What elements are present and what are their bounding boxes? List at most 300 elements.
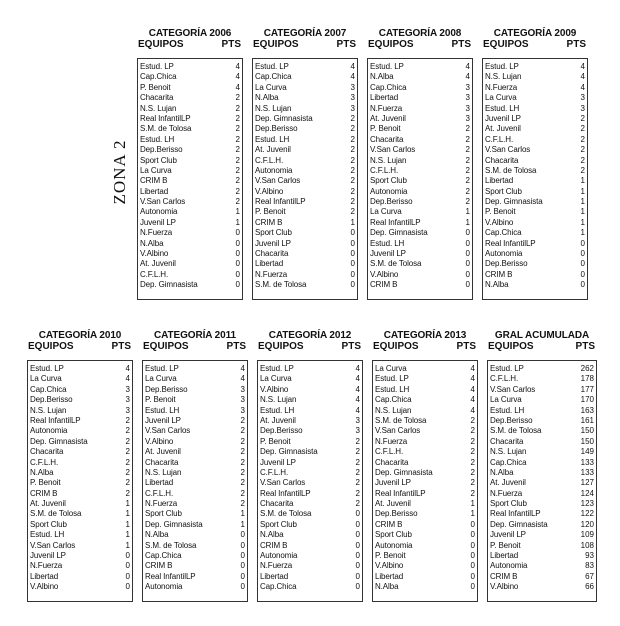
team-name: Estud. LH: [255, 134, 290, 144]
team-points: 2: [355, 478, 360, 488]
team-name: C.F.L.H.: [30, 457, 59, 467]
team-name: V.San Carlos: [255, 176, 301, 186]
table-row: [483, 135, 587, 145]
table-row: [143, 416, 247, 426]
table-header: [252, 39, 358, 50]
team-points: 0: [465, 238, 470, 248]
team-points: 1: [580, 217, 585, 227]
table-row: [483, 62, 587, 72]
table-row: [488, 572, 596, 582]
table-title: CATEGORÍA 2007: [263, 28, 347, 39]
table-row: [483, 187, 587, 197]
team-name: Estud. LP: [485, 62, 519, 71]
table-row: [28, 541, 132, 551]
table-row: [373, 364, 477, 374]
team-points: 2: [470, 488, 475, 498]
table-title: CATEGORÍA 2010: [38, 330, 122, 341]
header-equipos: EQUIPOS: [143, 341, 189, 352]
team-points: 83: [585, 561, 594, 571]
team-points: 2: [350, 124, 355, 134]
team-name: V.San Carlos: [140, 197, 186, 207]
team-name: N.Alba: [140, 238, 164, 248]
table-categoria-2006: [137, 28, 243, 290]
team-name: At. Juvenil: [255, 145, 291, 155]
team-name: La Curva: [490, 395, 522, 405]
table-row: [368, 207, 472, 217]
header-pts: PTS: [221, 39, 241, 50]
table-row: [143, 489, 247, 499]
team-name: La Curva: [140, 165, 172, 175]
table-row: [258, 530, 362, 540]
team-points: 4: [470, 364, 475, 373]
team-points: 4: [355, 384, 360, 394]
table-row: [373, 385, 477, 395]
zona-text: ZONA 2: [110, 139, 129, 205]
table-row: [488, 374, 596, 384]
team-name: Chacarita: [140, 93, 174, 103]
zona-label: [108, 132, 132, 212]
team-points: 3: [350, 93, 355, 103]
team-points: 0: [240, 582, 245, 592]
team-points: 2: [350, 165, 355, 175]
team-name: Estud. LP: [375, 374, 409, 384]
table-row: [28, 561, 132, 571]
table-row: [253, 104, 357, 114]
team-name: La Curva: [260, 374, 292, 384]
table-row: [258, 458, 362, 468]
table-row: [258, 572, 362, 582]
team-points: 0: [470, 571, 475, 581]
table-row: [373, 416, 477, 426]
team-points: 150: [580, 436, 594, 446]
table-categoria-2010: [27, 330, 133, 592]
team-name: V.Albino: [30, 582, 59, 592]
team-points: 4: [235, 62, 240, 71]
team-points: 2: [355, 447, 360, 457]
header-equipos: EQUIPOS: [28, 341, 74, 352]
table-row: [253, 114, 357, 124]
header-pts: PTS: [566, 39, 586, 50]
table-row: [28, 374, 132, 384]
table-row: [373, 541, 477, 551]
table-gral-acumulada: [487, 330, 597, 592]
table-row: [368, 156, 472, 166]
table-row: [368, 93, 472, 103]
team-name: Real InfantilLP: [255, 197, 306, 207]
table-row: [28, 395, 132, 405]
table-row: [483, 83, 587, 93]
table-title: CATEGORÍA 2008: [378, 28, 462, 39]
team-name: Cap.Chica: [140, 72, 177, 82]
team-points: 2: [350, 186, 355, 196]
table-header: [27, 341, 133, 352]
team-points: 1: [580, 228, 585, 238]
team-points: 2: [235, 103, 240, 113]
team-points: 2: [465, 197, 470, 207]
table-row: [258, 489, 362, 499]
table-title: CATEGORÍA 2013: [383, 330, 467, 341]
team-points: 0: [355, 540, 360, 550]
table-row: [28, 530, 132, 540]
team-name: N.S. Lujan: [260, 395, 297, 405]
team-name: At. Juvenil: [375, 499, 411, 509]
team-name: N.S. Lujan: [485, 72, 522, 82]
team-points: 2: [465, 165, 470, 175]
team-points: 4: [580, 72, 585, 82]
team-points: 0: [350, 269, 355, 279]
team-name: Estud. LP: [370, 62, 404, 71]
table-row: [483, 259, 587, 269]
team-points: 2: [350, 134, 355, 144]
team-points: 2: [465, 186, 470, 196]
table-row: [488, 426, 596, 436]
team-points: 1: [465, 207, 470, 217]
table-row: [28, 478, 132, 488]
team-name: N.S. Lujan: [375, 405, 412, 415]
table-row: [138, 93, 242, 103]
team-name: Autonomia: [485, 249, 523, 259]
team-points: 3: [350, 103, 355, 113]
table-row: [258, 385, 362, 395]
team-name: Autonomia: [260, 551, 298, 561]
team-name: CRIM B: [375, 519, 403, 529]
team-name: V.Albino: [485, 217, 514, 227]
team-name: Juvenil LP: [370, 249, 406, 259]
team-points: 0: [355, 551, 360, 561]
table-row: [138, 166, 242, 176]
team-name: N.Fuerza: [145, 499, 178, 509]
team-name: Libertad: [490, 551, 519, 561]
table-row: [373, 551, 477, 561]
header-pts: PTS: [341, 341, 361, 352]
standings-box: [252, 58, 358, 300]
team-name: Dep. Gimnasista: [30, 436, 88, 446]
team-points: 3: [465, 93, 470, 103]
team-points: 163: [580, 405, 594, 415]
team-points: 0: [465, 259, 470, 269]
team-points: 1: [125, 540, 130, 550]
table-title: CATEGORÍA 2012: [268, 330, 352, 341]
team-name: Dep.Berisso: [485, 259, 528, 269]
table-row: [488, 520, 596, 530]
team-name: Estud. LP: [140, 62, 174, 71]
table-row: [253, 176, 357, 186]
table-row: [373, 468, 477, 478]
team-points: 0: [355, 509, 360, 519]
team-name: Estud. LH: [140, 134, 175, 144]
table-row: [138, 197, 242, 207]
team-points: 3: [240, 405, 245, 415]
table-row: [488, 489, 596, 499]
team-name: Libertad: [370, 93, 399, 103]
team-name: N.Alba: [485, 280, 509, 290]
team-name: N.Fuerza: [370, 103, 403, 113]
team-name: At. Juvenil: [140, 259, 176, 269]
team-points: 0: [470, 540, 475, 550]
table-row: [143, 499, 247, 509]
team-name: P. Benoit: [490, 540, 521, 550]
team-points: 3: [125, 395, 130, 405]
table-row: [143, 551, 247, 561]
table-row: [483, 156, 587, 166]
table-row: [368, 72, 472, 82]
team-name: Sport Club: [485, 186, 522, 196]
team-name: Dep.Berisso: [30, 395, 73, 405]
table-row: [28, 437, 132, 447]
team-name: Juvenil LP: [140, 217, 176, 227]
team-name: Autonomia: [30, 426, 68, 436]
team-points: 0: [355, 582, 360, 592]
table-row: [488, 437, 596, 447]
team-points: 2: [350, 207, 355, 217]
team-points: 3: [355, 426, 360, 436]
table-row: [488, 395, 596, 405]
table-row: [253, 187, 357, 197]
team-points: 4: [355, 364, 360, 373]
team-points: 0: [470, 561, 475, 571]
table-row: [28, 406, 132, 416]
team-name: N.Alba: [145, 530, 169, 540]
team-name: Cap.Chica: [485, 228, 522, 238]
team-name: V.San Carlos: [260, 478, 306, 488]
table-row: [138, 62, 242, 72]
table-row: [143, 395, 247, 405]
team-name: Dep.Berisso: [260, 426, 303, 436]
table-row: [258, 561, 362, 571]
team-name: Dep. Gimnasista: [260, 447, 318, 457]
team-name: CRIM B: [260, 540, 288, 550]
table-row: [28, 499, 132, 509]
table-row: [253, 135, 357, 145]
team-points: 3: [125, 384, 130, 394]
table-row: [368, 104, 472, 114]
table-row: [258, 374, 362, 384]
team-points: 0: [125, 551, 130, 561]
team-name: S.M. de Tolosa: [30, 509, 82, 519]
team-name: Estud. LP: [255, 62, 289, 71]
team-points: 2: [240, 499, 245, 509]
table-row: [138, 207, 242, 217]
team-name: V.San Carlos: [370, 145, 416, 155]
table-row: [28, 364, 132, 374]
header-pts: PTS: [226, 341, 246, 352]
team-points: 3: [355, 415, 360, 425]
team-points: 2: [125, 488, 130, 498]
team-name: Chacarita: [255, 249, 289, 259]
team-points: 2: [470, 447, 475, 457]
team-name: P. Benoit: [30, 478, 61, 488]
team-name: N.S. Lujan: [490, 447, 527, 457]
team-points: 262: [580, 364, 594, 373]
table-row: [253, 207, 357, 217]
team-name: P. Benoit: [485, 207, 516, 217]
team-points: 2: [240, 488, 245, 498]
team-points: 2: [355, 488, 360, 498]
table-row: [143, 582, 247, 592]
header-equipos: EQUIPOS: [258, 341, 304, 352]
team-name: S.M. de Tolosa: [370, 259, 422, 269]
team-name: Real InfantilLP: [485, 238, 536, 248]
table-row: [373, 426, 477, 436]
team-name: N.Fuerza: [490, 488, 523, 498]
team-points: 2: [470, 436, 475, 446]
team-name: Real InfantilLP: [370, 217, 421, 227]
team-name: Chacarita: [375, 457, 409, 467]
team-name: Juvenil LP: [145, 415, 181, 425]
table-row: [373, 530, 477, 540]
table-row: [253, 83, 357, 93]
team-points: 3: [465, 82, 470, 92]
team-name: Juvenil LP: [260, 457, 296, 467]
table-row: [253, 124, 357, 134]
team-points: 2: [235, 155, 240, 165]
team-points: 4: [125, 364, 130, 373]
team-points: 0: [240, 551, 245, 561]
table-row: [483, 104, 587, 114]
table-row: [143, 520, 247, 530]
table-row: [483, 166, 587, 176]
team-name: C.F.L.H.: [140, 269, 169, 279]
table-row: [488, 551, 596, 561]
team-name: V.Albino: [255, 186, 284, 196]
team-name: Estud. LH: [490, 405, 525, 415]
team-points: 4: [355, 405, 360, 415]
team-points: 0: [465, 269, 470, 279]
table-row: [488, 530, 596, 540]
team-name: N.Fuerza: [375, 436, 408, 446]
table-row: [28, 416, 132, 426]
table-row: [368, 114, 472, 124]
team-name: La Curva: [145, 374, 177, 384]
team-name: V.San Carlos: [490, 384, 536, 394]
table-header: [487, 341, 597, 352]
team-name: Real InfantilLP: [260, 488, 311, 498]
table-row: [143, 458, 247, 468]
table-row: [143, 426, 247, 436]
team-name: La Curva: [485, 93, 517, 103]
table-row: [258, 520, 362, 530]
team-points: 3: [465, 113, 470, 123]
team-name: Chacarita: [485, 155, 519, 165]
team-name: V.Albino: [490, 582, 519, 592]
table-row: [368, 270, 472, 280]
team-name: C.F.L.H.: [370, 165, 399, 175]
table-row: [483, 197, 587, 207]
team-points: 0: [580, 269, 585, 279]
team-name: N.S. Lujan: [255, 103, 292, 113]
team-points: 0: [465, 228, 470, 238]
team-points: 1: [470, 499, 475, 509]
team-name: N.Alba: [370, 72, 394, 82]
table-row: [138, 228, 242, 238]
team-points: 0: [580, 238, 585, 248]
table-row: [143, 447, 247, 457]
team-name: Estud. LH: [370, 238, 405, 248]
table-row: [368, 259, 472, 269]
team-points: 133: [580, 467, 594, 477]
team-name: P. Benoit: [140, 82, 171, 92]
team-points: 1: [580, 186, 585, 196]
team-points: 0: [235, 269, 240, 279]
team-points: 2: [240, 447, 245, 457]
table-row: [143, 364, 247, 374]
team-name: S.M. de Tolosa: [490, 426, 542, 436]
table-row: [138, 124, 242, 134]
team-name: Real InfantilLP: [145, 571, 196, 581]
team-name: Real InfantilLP: [490, 509, 541, 519]
team-points: 2: [240, 426, 245, 436]
team-points: 2: [125, 447, 130, 457]
team-points: 0: [355, 519, 360, 529]
team-name: Dep. Gimnasista: [490, 519, 548, 529]
team-points: 2: [580, 165, 585, 175]
team-name: Cap.Chica: [490, 457, 527, 467]
table-row: [488, 385, 596, 395]
team-name: Sport Club: [30, 519, 67, 529]
table-row: [488, 406, 596, 416]
team-points: 127: [580, 478, 594, 488]
team-name: Estud. LP: [30, 364, 64, 373]
team-name: P. Benoit: [145, 395, 176, 405]
table-row: [373, 582, 477, 592]
table-header: [372, 341, 478, 352]
team-name: Cap.Chica: [30, 384, 67, 394]
table-categoria-2008: [367, 28, 473, 290]
table-row: [143, 478, 247, 488]
team-points: 2: [235, 145, 240, 155]
table-row: [138, 156, 242, 166]
table-title: CATEGORÍA 2006: [148, 28, 232, 39]
team-name: Juvenil LP: [485, 113, 521, 123]
team-points: 0: [235, 280, 240, 290]
table-header: [137, 39, 243, 50]
team-name: Real InfantilLP: [375, 488, 426, 498]
table-row: [258, 499, 362, 509]
table-row: [488, 364, 596, 374]
team-points: 170: [580, 395, 594, 405]
table-row: [143, 541, 247, 551]
team-points: 4: [465, 62, 470, 71]
team-name: P. Benoit: [375, 551, 406, 561]
team-points: 2: [465, 155, 470, 165]
team-points: 3: [350, 82, 355, 92]
team-points: 0: [580, 249, 585, 259]
standings-box: [137, 58, 243, 300]
team-points: 1: [125, 499, 130, 509]
team-points: 2: [235, 134, 240, 144]
team-name: Dep.Berisso: [140, 145, 183, 155]
team-points: 2: [465, 176, 470, 186]
team-name: Cap.Chica: [370, 82, 407, 92]
team-points: 4: [125, 374, 130, 384]
table-row: [28, 509, 132, 519]
team-points: 3: [580, 103, 585, 113]
team-points: 108: [580, 540, 594, 550]
team-name: Juvenil LP: [490, 530, 526, 540]
team-points: 124: [580, 488, 594, 498]
team-points: 2: [235, 165, 240, 175]
header-equipos: EQUIPOS: [488, 341, 534, 352]
team-points: 0: [355, 530, 360, 540]
team-name: Sport Club: [140, 155, 177, 165]
team-points: 2: [350, 176, 355, 186]
team-name: Dep.Berisso: [255, 124, 298, 134]
team-points: 2: [470, 415, 475, 425]
team-name: Cap.Chica: [255, 72, 292, 82]
table-row: [143, 561, 247, 571]
table-categoria-2012: [257, 330, 363, 592]
table-row: [138, 145, 242, 155]
